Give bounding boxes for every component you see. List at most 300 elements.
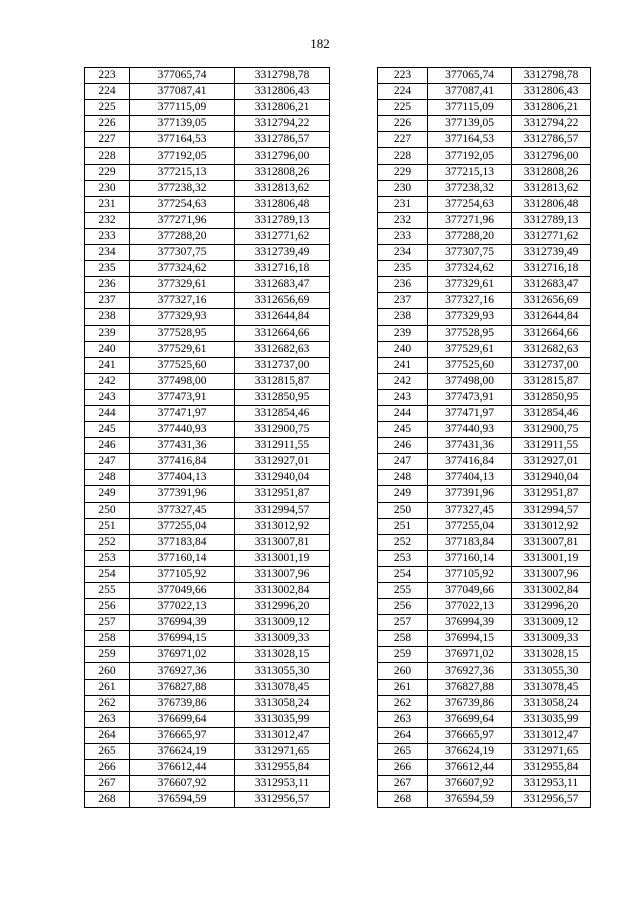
table-row [85, 711, 330, 727]
point-number-cell: 243 [85, 389, 130, 405]
x-coordinate-cell: 377238,32 [428, 180, 512, 196]
table-row [378, 261, 591, 277]
point-number-cell: 241 [378, 357, 428, 373]
x-coordinate-cell: 377440,93 [428, 422, 512, 438]
table-row [378, 615, 591, 631]
y-coordinate-cell: 3313078,45 [512, 679, 591, 695]
point-number-cell: 243 [378, 389, 428, 405]
point-number-cell: 263 [85, 711, 130, 727]
point-number-cell: 258 [85, 631, 130, 647]
x-coordinate-cell: 377271,96 [130, 212, 235, 228]
y-coordinate-cell: 3313007,81 [512, 534, 591, 550]
y-coordinate-cell: 3312955,84 [235, 760, 330, 776]
x-coordinate-cell: 377105,92 [130, 566, 235, 582]
y-coordinate-cell: 3312953,11 [512, 776, 591, 792]
x-coordinate-cell: 377183,84 [428, 534, 512, 550]
x-coordinate-cell: 377139,05 [428, 116, 512, 132]
x-coordinate-cell: 376612,44 [428, 760, 512, 776]
x-coordinate-cell: 377324,62 [130, 261, 235, 277]
x-coordinate-cell: 376607,92 [130, 776, 235, 792]
table-row [85, 100, 330, 116]
point-number-cell: 238 [85, 309, 130, 325]
table-row [378, 357, 591, 373]
point-number-cell: 238 [378, 309, 428, 325]
y-coordinate-cell: 3313058,24 [235, 695, 330, 711]
point-number-cell: 253 [85, 550, 130, 566]
x-coordinate-cell: 377327,16 [428, 293, 512, 309]
point-number-cell: 252 [85, 534, 130, 550]
x-coordinate-cell: 376994,39 [428, 615, 512, 631]
point-number-cell: 232 [85, 212, 130, 228]
point-number-cell: 229 [378, 164, 428, 180]
x-coordinate-cell: 377022,13 [428, 599, 512, 615]
table-row [85, 438, 330, 454]
x-coordinate-cell: 377329,93 [428, 309, 512, 325]
y-coordinate-cell: 3312911,55 [235, 438, 330, 454]
table-row [378, 325, 591, 341]
y-coordinate-cell: 3313055,30 [235, 663, 330, 679]
x-coordinate-cell: 377329,61 [428, 277, 512, 293]
point-number-cell: 224 [378, 84, 428, 100]
x-coordinate-cell: 376994,15 [428, 631, 512, 647]
y-coordinate-cell: 3312737,00 [512, 357, 591, 373]
point-number-cell: 262 [378, 695, 428, 711]
coordinates-table-left [84, 67, 330, 808]
x-coordinate-cell: 376827,88 [428, 679, 512, 695]
y-coordinate-cell: 3312994,57 [512, 502, 591, 518]
y-coordinate-cell: 3312953,11 [235, 776, 330, 792]
point-number-cell: 266 [85, 760, 130, 776]
y-coordinate-cell: 3312716,18 [235, 261, 330, 277]
x-coordinate-cell: 377164,53 [428, 132, 512, 148]
y-coordinate-cell: 3312854,46 [512, 405, 591, 421]
y-coordinate-cell: 3312951,87 [512, 486, 591, 502]
table-row [85, 550, 330, 566]
y-coordinate-cell: 3312806,43 [235, 84, 330, 100]
x-coordinate-cell: 377087,41 [428, 84, 512, 100]
point-number-cell: 240 [378, 341, 428, 357]
y-coordinate-cell: 3312786,57 [235, 132, 330, 148]
x-coordinate-cell: 376739,86 [130, 695, 235, 711]
point-number-cell: 230 [85, 180, 130, 196]
table-row [378, 180, 591, 196]
y-coordinate-cell: 3312771,62 [235, 228, 330, 244]
y-coordinate-cell: 3312854,46 [235, 405, 330, 421]
table-row [378, 518, 591, 534]
point-number-cell: 226 [85, 116, 130, 132]
point-number-cell: 237 [85, 293, 130, 309]
point-number-cell: 265 [378, 743, 428, 759]
y-coordinate-cell: 3312798,78 [235, 68, 330, 84]
table-row [378, 743, 591, 759]
y-coordinate-cell: 3313007,96 [235, 566, 330, 582]
table-row [85, 615, 330, 631]
y-coordinate-cell: 3312971,65 [512, 743, 591, 759]
x-coordinate-cell: 377498,00 [428, 373, 512, 389]
table-row [378, 776, 591, 792]
y-coordinate-cell: 3312900,75 [512, 422, 591, 438]
y-coordinate-cell: 3312796,00 [235, 148, 330, 164]
y-coordinate-cell: 3312951,87 [235, 486, 330, 502]
point-number-cell: 226 [378, 116, 428, 132]
point-number-cell: 261 [85, 679, 130, 695]
y-coordinate-cell: 3312806,48 [235, 196, 330, 212]
point-number-cell: 234 [85, 245, 130, 261]
y-coordinate-cell: 3312971,65 [235, 743, 330, 759]
table-row [85, 148, 330, 164]
coordinates-table-right [377, 67, 591, 808]
table-row [85, 373, 330, 389]
y-coordinate-cell: 3312683,47 [235, 277, 330, 293]
x-coordinate-cell: 377215,13 [130, 164, 235, 180]
x-coordinate-cell: 377528,95 [428, 325, 512, 341]
x-coordinate-cell: 376739,86 [428, 695, 512, 711]
y-coordinate-cell: 3313009,12 [235, 615, 330, 631]
point-number-cell: 261 [378, 679, 428, 695]
y-coordinate-cell: 3313009,33 [512, 631, 591, 647]
y-coordinate-cell: 3312815,87 [512, 373, 591, 389]
y-coordinate-cell: 3313055,30 [512, 663, 591, 679]
x-coordinate-cell: 377139,05 [130, 116, 235, 132]
point-number-cell: 256 [378, 599, 428, 615]
y-coordinate-cell: 3312716,18 [512, 261, 591, 277]
x-coordinate-cell: 376927,36 [130, 663, 235, 679]
point-number-cell: 249 [85, 486, 130, 502]
y-coordinate-cell: 3312786,57 [512, 132, 591, 148]
point-number-cell: 249 [378, 486, 428, 502]
table-row [85, 164, 330, 180]
table-row [85, 502, 330, 518]
point-number-cell: 264 [85, 727, 130, 743]
x-coordinate-cell: 376699,64 [130, 711, 235, 727]
point-number-cell: 244 [378, 405, 428, 421]
table-row [85, 760, 330, 776]
point-number-cell: 260 [85, 663, 130, 679]
point-number-cell: 232 [378, 212, 428, 228]
table-row [378, 212, 591, 228]
table-row [378, 534, 591, 550]
point-number-cell: 244 [85, 405, 130, 421]
coordinates-table-body [85, 68, 330, 808]
x-coordinate-cell: 377255,04 [428, 518, 512, 534]
table-row [85, 132, 330, 148]
table-row [378, 309, 591, 325]
table-row [85, 792, 330, 808]
y-coordinate-cell: 3312900,75 [235, 422, 330, 438]
point-number-cell: 230 [378, 180, 428, 196]
table-row [378, 792, 591, 808]
table-row [378, 760, 591, 776]
page-number: 182 [310, 36, 330, 51]
point-number-cell: 255 [378, 583, 428, 599]
table-row [378, 599, 591, 615]
x-coordinate-cell: 377473,91 [428, 389, 512, 405]
point-number-cell: 253 [378, 550, 428, 566]
x-coordinate-cell: 376612,44 [130, 760, 235, 776]
point-number-cell: 257 [378, 615, 428, 631]
table-row [378, 727, 591, 743]
table-row [378, 470, 591, 486]
y-coordinate-cell: 3313012,47 [235, 727, 330, 743]
table-row [85, 631, 330, 647]
point-number-cell: 259 [378, 647, 428, 663]
point-number-cell: 245 [378, 422, 428, 438]
table-row [85, 695, 330, 711]
point-number-cell: 234 [378, 245, 428, 261]
x-coordinate-cell: 377440,93 [130, 422, 235, 438]
y-coordinate-cell: 3312815,87 [235, 373, 330, 389]
x-coordinate-cell: 376927,36 [428, 663, 512, 679]
table-row [85, 743, 330, 759]
table-row [378, 631, 591, 647]
x-coordinate-cell: 377327,45 [428, 502, 512, 518]
table-row [85, 196, 330, 212]
x-coordinate-cell: 377525,60 [428, 357, 512, 373]
y-coordinate-cell: 3312737,00 [235, 357, 330, 373]
x-coordinate-cell: 376594,59 [130, 792, 235, 808]
table-row [85, 245, 330, 261]
point-number-cell: 248 [378, 470, 428, 486]
y-coordinate-cell: 3312956,57 [512, 792, 591, 808]
y-coordinate-cell: 3312664,66 [235, 325, 330, 341]
y-coordinate-cell: 3312911,55 [512, 438, 591, 454]
table-row [378, 566, 591, 582]
table-row [85, 534, 330, 550]
x-coordinate-cell: 376971,02 [428, 647, 512, 663]
x-coordinate-cell: 377391,96 [428, 486, 512, 502]
table-row [378, 695, 591, 711]
x-coordinate-cell: 377255,04 [130, 518, 235, 534]
table-row [85, 389, 330, 405]
point-number-cell: 251 [378, 518, 428, 534]
point-number-cell: 236 [378, 277, 428, 293]
y-coordinate-cell: 3312644,84 [235, 309, 330, 325]
table-row [378, 148, 591, 164]
y-coordinate-cell: 3313078,45 [235, 679, 330, 695]
x-coordinate-cell: 377327,16 [130, 293, 235, 309]
y-coordinate-cell: 3313035,99 [235, 711, 330, 727]
x-coordinate-cell: 377238,32 [130, 180, 235, 196]
point-number-cell: 268 [85, 792, 130, 808]
y-coordinate-cell: 3313012,92 [512, 518, 591, 534]
point-number-cell: 265 [85, 743, 130, 759]
x-coordinate-cell: 377105,92 [428, 566, 512, 582]
x-coordinate-cell: 377065,74 [428, 68, 512, 84]
y-coordinate-cell: 3312656,69 [235, 293, 330, 309]
x-coordinate-cell: 376624,19 [130, 743, 235, 759]
table-row [85, 293, 330, 309]
x-coordinate-cell: 377115,09 [428, 100, 512, 116]
y-coordinate-cell: 3312927,01 [512, 454, 591, 470]
y-coordinate-cell: 3313028,15 [235, 647, 330, 663]
point-number-cell: 225 [378, 100, 428, 116]
table-row [85, 341, 330, 357]
table-row [85, 518, 330, 534]
x-coordinate-cell: 377391,96 [130, 486, 235, 502]
y-coordinate-cell: 3313035,99 [512, 711, 591, 727]
table-row [85, 309, 330, 325]
table-row [378, 228, 591, 244]
x-coordinate-cell: 377329,61 [130, 277, 235, 293]
table-row [85, 228, 330, 244]
point-number-cell: 240 [85, 341, 130, 357]
table-row [378, 389, 591, 405]
x-coordinate-cell: 377049,66 [130, 583, 235, 599]
x-coordinate-cell: 377087,41 [130, 84, 235, 100]
table-row [378, 663, 591, 679]
table-row [85, 116, 330, 132]
y-coordinate-cell: 3313007,96 [512, 566, 591, 582]
y-coordinate-cell: 3312771,62 [512, 228, 591, 244]
x-coordinate-cell: 377529,61 [130, 341, 235, 357]
x-coordinate-cell: 377498,00 [130, 373, 235, 389]
point-number-cell: 233 [85, 228, 130, 244]
x-coordinate-cell: 377215,13 [428, 164, 512, 180]
point-number-cell: 250 [378, 502, 428, 518]
y-coordinate-cell: 3312644,84 [512, 309, 591, 325]
y-coordinate-cell: 3312794,22 [512, 116, 591, 132]
point-number-cell: 262 [85, 695, 130, 711]
table-row [85, 261, 330, 277]
table-row [85, 566, 330, 582]
y-coordinate-cell: 3312806,48 [512, 196, 591, 212]
table-row [85, 776, 330, 792]
point-number-cell: 267 [378, 776, 428, 792]
y-coordinate-cell: 3313012,47 [512, 727, 591, 743]
table-row [85, 727, 330, 743]
table-row [85, 277, 330, 293]
y-coordinate-cell: 3312994,57 [235, 502, 330, 518]
point-number-cell: 235 [378, 261, 428, 277]
point-number-cell: 260 [378, 663, 428, 679]
x-coordinate-cell: 377327,45 [130, 502, 235, 518]
y-coordinate-cell: 3312798,78 [512, 68, 591, 84]
table-row [378, 164, 591, 180]
point-number-cell: 235 [85, 261, 130, 277]
point-number-cell: 250 [85, 502, 130, 518]
point-number-cell: 246 [85, 438, 130, 454]
point-number-cell: 227 [85, 132, 130, 148]
x-coordinate-cell: 377288,20 [428, 228, 512, 244]
x-coordinate-cell: 376607,92 [428, 776, 512, 792]
y-coordinate-cell: 3312796,00 [512, 148, 591, 164]
table-row [378, 116, 591, 132]
y-coordinate-cell: 3313009,12 [512, 615, 591, 631]
y-coordinate-cell: 3312940,04 [235, 470, 330, 486]
y-coordinate-cell: 3313009,33 [235, 631, 330, 647]
point-number-cell: 254 [378, 566, 428, 582]
point-number-cell: 241 [85, 357, 130, 373]
point-number-cell: 248 [85, 470, 130, 486]
x-coordinate-cell: 377525,60 [130, 357, 235, 373]
point-number-cell: 247 [378, 454, 428, 470]
table-row [85, 470, 330, 486]
x-coordinate-cell: 377324,62 [428, 261, 512, 277]
x-coordinate-cell: 376994,15 [130, 631, 235, 647]
x-coordinate-cell: 377431,36 [130, 438, 235, 454]
table-row [378, 68, 591, 84]
x-coordinate-cell: 377183,84 [130, 534, 235, 550]
y-coordinate-cell: 3312739,49 [512, 245, 591, 261]
point-number-cell: 268 [378, 792, 428, 808]
point-number-cell: 245 [85, 422, 130, 438]
x-coordinate-cell: 377192,05 [130, 148, 235, 164]
y-coordinate-cell: 3312850,95 [235, 389, 330, 405]
y-coordinate-cell: 3312806,21 [235, 100, 330, 116]
y-coordinate-cell: 3313002,84 [235, 583, 330, 599]
point-number-cell: 256 [85, 599, 130, 615]
y-coordinate-cell: 3312955,84 [512, 760, 591, 776]
x-coordinate-cell: 376594,59 [428, 792, 512, 808]
table-row [85, 180, 330, 196]
y-coordinate-cell: 3313058,24 [512, 695, 591, 711]
table-row [85, 647, 330, 663]
point-number-cell: 255 [85, 583, 130, 599]
x-coordinate-cell: 377307,75 [130, 245, 235, 261]
y-coordinate-cell: 3312927,01 [235, 454, 330, 470]
y-coordinate-cell: 3312996,20 [235, 599, 330, 615]
table-row [85, 357, 330, 373]
table-row [378, 196, 591, 212]
table-row [378, 583, 591, 599]
point-number-cell: 228 [378, 148, 428, 164]
point-number-cell: 236 [85, 277, 130, 293]
y-coordinate-cell: 3312808,26 [235, 164, 330, 180]
y-coordinate-cell: 3312813,62 [512, 180, 591, 196]
table-row [85, 68, 330, 84]
point-number-cell: 223 [85, 68, 130, 84]
table-row [85, 212, 330, 228]
x-coordinate-cell: 377160,14 [428, 550, 512, 566]
table-row [378, 647, 591, 663]
y-coordinate-cell: 3312683,47 [512, 277, 591, 293]
y-coordinate-cell: 3312682,63 [512, 341, 591, 357]
table-row [85, 486, 330, 502]
point-number-cell: 239 [378, 325, 428, 341]
x-coordinate-cell: 376665,97 [130, 727, 235, 743]
x-coordinate-cell: 376827,88 [130, 679, 235, 695]
table-row [85, 405, 330, 421]
y-coordinate-cell: 3313012,92 [235, 518, 330, 534]
table-row [378, 454, 591, 470]
y-coordinate-cell: 3313007,81 [235, 534, 330, 550]
point-number-cell: 259 [85, 647, 130, 663]
point-number-cell: 264 [378, 727, 428, 743]
y-coordinate-cell: 3312789,13 [512, 212, 591, 228]
y-coordinate-cell: 3312806,43 [512, 84, 591, 100]
table-row [378, 341, 591, 357]
table-row [378, 711, 591, 727]
y-coordinate-cell: 3313001,19 [512, 550, 591, 566]
coordinates-table-body [378, 68, 591, 808]
x-coordinate-cell: 377115,09 [130, 100, 235, 116]
point-number-cell: 267 [85, 776, 130, 792]
y-coordinate-cell: 3312808,26 [512, 164, 591, 180]
x-coordinate-cell: 377404,13 [130, 470, 235, 486]
x-coordinate-cell: 377431,36 [428, 438, 512, 454]
point-number-cell: 233 [378, 228, 428, 244]
x-coordinate-cell: 377160,14 [130, 550, 235, 566]
point-number-cell: 224 [85, 84, 130, 100]
table-row [378, 132, 591, 148]
y-coordinate-cell: 3312956,57 [235, 792, 330, 808]
table-row [378, 293, 591, 309]
table-row [85, 583, 330, 599]
point-number-cell: 227 [378, 132, 428, 148]
point-number-cell: 231 [85, 196, 130, 212]
x-coordinate-cell: 377416,84 [130, 454, 235, 470]
y-coordinate-cell: 3312789,13 [235, 212, 330, 228]
